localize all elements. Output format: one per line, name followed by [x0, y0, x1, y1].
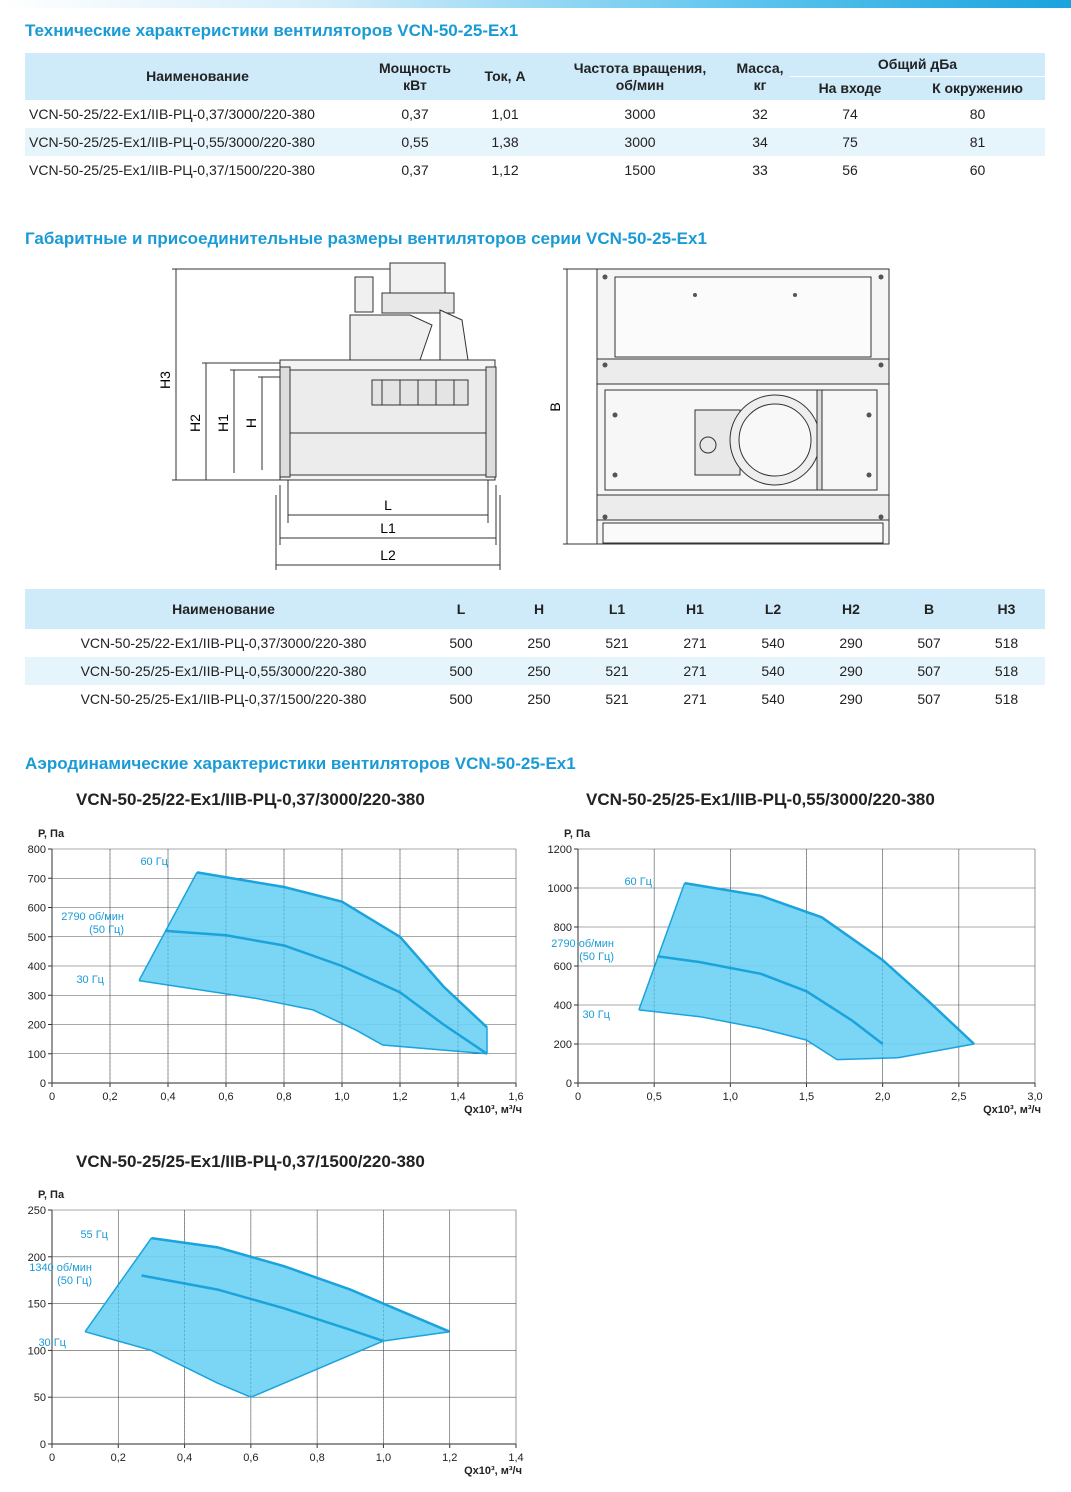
y-tick-label: 600	[27, 902, 46, 915]
x-tick-label: 1,4	[508, 1452, 524, 1464]
dims-header: L2	[734, 589, 812, 629]
cell-current: 1,38	[460, 128, 550, 156]
x-tick-label: 0,6	[218, 1091, 234, 1103]
cell-rpm: 1500	[624, 162, 656, 178]
x-tick-label: 0,2	[102, 1091, 118, 1103]
x-tick-label: 0,2	[110, 1452, 126, 1464]
curve-annotation: (50 Гц)	[89, 924, 124, 936]
curve-annotation: (50 Гц)	[57, 1275, 92, 1287]
y-axis-label: P, Па	[38, 828, 65, 840]
cell-mass: 32	[752, 106, 768, 122]
x-tick-label: 0,6	[243, 1452, 259, 1464]
table-row	[25, 100, 1045, 128]
dims-header: L	[422, 589, 500, 629]
dims-header: H1	[656, 589, 734, 629]
fan-front-view-drawing	[545, 255, 900, 555]
dims-header: B	[890, 589, 968, 629]
cell-current: 1,01	[491, 106, 519, 122]
section-title-dimensions: Габаритные и присоединительные размеры вентиляторов серии VCN-50-25-Ex1	[25, 229, 707, 248]
dim-label-l2: L2	[380, 547, 396, 563]
table-row: VCN-50-25/25-Ex1/IIB-РЦ-0,37/1500/220-380 500 250 521 271 540 290 507 518	[80, 691, 1019, 707]
dim-label-b: B	[547, 402, 563, 412]
y-axis-label: P, Па	[564, 828, 591, 840]
chart-title-1: VCN-50-25/22-Ex1/IIB-РЦ-0,37/3000/220-380	[76, 790, 425, 809]
cell-ambient: 60	[969, 162, 986, 178]
x-axis-label: Qx10³, м³/ч	[464, 1104, 522, 1116]
curve-annotation: 30 Гц	[38, 1337, 66, 1349]
specs-table	[25, 53, 1045, 184]
dim-label-h2: H2	[187, 414, 203, 432]
dim-label-l1: L1	[380, 520, 396, 536]
x-tick-label: 1,0	[722, 1091, 738, 1103]
table-row	[25, 128, 1045, 156]
aero-chart-1	[0, 825, 540, 1125]
y-tick-label: 1200	[547, 844, 572, 856]
curve-annotation: 55 Гц	[80, 1229, 108, 1241]
y-tick-label: 400	[27, 961, 46, 973]
x-tick-label: 0	[574, 1091, 582, 1103]
dims-header: H	[500, 589, 578, 629]
y-tick-label: 0	[565, 1078, 572, 1090]
cell-inlet: 75	[790, 128, 910, 156]
curve-annotation: 2790 об/мин	[61, 911, 124, 923]
header-name: Наименование	[25, 53, 370, 100]
x-tick-label: 1,0	[334, 1091, 350, 1103]
curve-annotation: 60 Гц	[140, 856, 168, 868]
header-noise: Общий дБа	[790, 53, 1045, 77]
x-tick-label: 0,5	[646, 1091, 662, 1103]
y-tick-label: 100	[27, 1048, 46, 1061]
curve-annotation: (50 Гц)	[579, 951, 614, 963]
x-tick-label: 0	[48, 1452, 56, 1464]
header-power: Мощность кВт	[370, 53, 460, 100]
y-tick-label: 200	[27, 1251, 46, 1264]
x-tick-label: 1,0	[375, 1452, 392, 1464]
x-tick-label: 0,4	[160, 1091, 176, 1103]
header-ambient: К окружению	[910, 77, 1045, 101]
y-tick-label: 400	[553, 1000, 572, 1012]
x-tick-label: 0,4	[176, 1452, 193, 1464]
y-tick-label: 150	[27, 1298, 46, 1311]
cell-ambient: 80	[969, 106, 986, 122]
y-axis-label: P, Па	[38, 1189, 65, 1201]
y-tick-label: 100	[27, 1345, 46, 1358]
cell-name: VCN-50-25/22-Ex1/IIB-РЦ-0,37/3000/220-380	[29, 106, 315, 122]
cell-power: 0,55	[370, 128, 460, 156]
chart-title-2: VCN-50-25/25-Ex1/IIB-РЦ-0,55/3000/220-380	[586, 790, 935, 809]
curve-annotation: 30 Гц	[76, 974, 104, 986]
dims-header: L1	[578, 589, 656, 629]
x-tick-label: 1,4	[450, 1091, 466, 1103]
fan-side-view-drawing	[150, 255, 520, 580]
chart-title-3: VCN-50-25/25-Ex1/IIB-РЦ-0,37/1500/220-380	[76, 1152, 425, 1171]
y-tick-label: 700	[27, 873, 46, 886]
dim-label-h1: H1	[215, 414, 231, 432]
y-tick-label: 250	[27, 1205, 46, 1217]
x-tick-label: 1,2	[442, 1452, 458, 1464]
curve-annotation: 1340 об/мин	[29, 1262, 92, 1274]
y-tick-label: 200	[553, 1039, 572, 1051]
operating-area	[139, 872, 487, 1053]
section-title-specs: Технические характеристики вентиляторов VCN-50-25-Ex1	[25, 21, 519, 40]
cell-mass: 34	[730, 128, 790, 156]
top-gradient-bar	[0, 0, 1071, 8]
table-row: VCN-50-25/25-Ex1/IIB-РЦ-0,55/3000/220-380 500 250 521 271 540 290 507 518	[25, 657, 1045, 685]
header-mass: Масса, кг	[730, 53, 790, 100]
y-tick-label: 1000	[547, 883, 572, 895]
cell-ambient: 81	[910, 128, 1045, 156]
header-current: Ток, А	[460, 53, 550, 100]
dims-header: H2	[812, 589, 890, 629]
y-tick-label: 0	[39, 1439, 46, 1451]
dim-label-l: L	[384, 497, 392, 513]
header-rpm: Частота вращения, об/мин	[550, 53, 730, 100]
x-tick-label: 0,8	[276, 1091, 292, 1103]
cell-power: 0,37	[401, 106, 429, 122]
header-inlet: На входе	[790, 77, 910, 101]
cell-rpm: 3000	[550, 128, 730, 156]
x-tick-label: 0	[48, 1091, 56, 1103]
table-row	[25, 156, 1045, 184]
cell-power: 0,37	[401, 162, 429, 178]
x-tick-label: 0,8	[309, 1452, 325, 1464]
dimensions-table	[25, 589, 1045, 713]
dims-header: Наименование	[25, 589, 422, 629]
cell-name: VCN-50-25/25-Ex1/IIB-РЦ-0,37/1500/220-380	[29, 162, 315, 178]
x-tick-label: 2,0	[875, 1091, 891, 1103]
dim-label-h3: H3	[157, 371, 173, 389]
x-tick-label: 3,0	[1027, 1091, 1043, 1103]
x-tick-label: 1,6	[508, 1091, 524, 1103]
cell-name: VCN-50-25/25-Ex1/IIB-РЦ-0,55/3000/220-380	[25, 128, 370, 156]
section-title-aero: Аэродинамические характеристики вентиляторов VCN-50-25-Ex1	[25, 754, 576, 773]
aero-chart-2	[530, 825, 1065, 1125]
dims-header: H3	[968, 589, 1045, 629]
aero-chart-3	[0, 1186, 540, 1486]
y-tick-label: 800	[27, 844, 46, 856]
y-tick-label: 800	[553, 922, 572, 934]
curve-annotation: 60 Гц	[624, 876, 652, 888]
y-tick-label: 300	[27, 990, 46, 1003]
cell-current: 1,12	[491, 162, 519, 178]
x-tick-label: 1,5	[798, 1091, 815, 1103]
cell-inlet: 56	[842, 162, 858, 178]
cell-mass: 33	[752, 162, 768, 178]
cell-inlet: 74	[842, 106, 858, 122]
y-tick-label: 50	[33, 1392, 46, 1405]
y-tick-label: 0	[39, 1078, 46, 1090]
cell-rpm: 3000	[624, 106, 656, 122]
curve-annotation: 30 Гц	[582, 1009, 610, 1021]
y-tick-label: 500	[27, 931, 46, 944]
curve-annotation: 2790 об/мин	[551, 938, 614, 950]
x-tick-label: 2,5	[951, 1091, 967, 1103]
dim-label-h: H	[243, 417, 259, 429]
y-tick-label: 200	[27, 1019, 46, 1032]
x-axis-label: Qx10³, м³/ч	[464, 1465, 522, 1477]
table-row: VCN-50-25/22-Ex1/IIB-РЦ-0,37/3000/220-380 500 250 521 271 540 290 507 518	[80, 635, 1019, 651]
y-tick-label: 600	[553, 961, 572, 973]
x-axis-label: Qx10³, м³/ч	[983, 1104, 1041, 1116]
x-tick-label: 1,2	[392, 1091, 408, 1103]
